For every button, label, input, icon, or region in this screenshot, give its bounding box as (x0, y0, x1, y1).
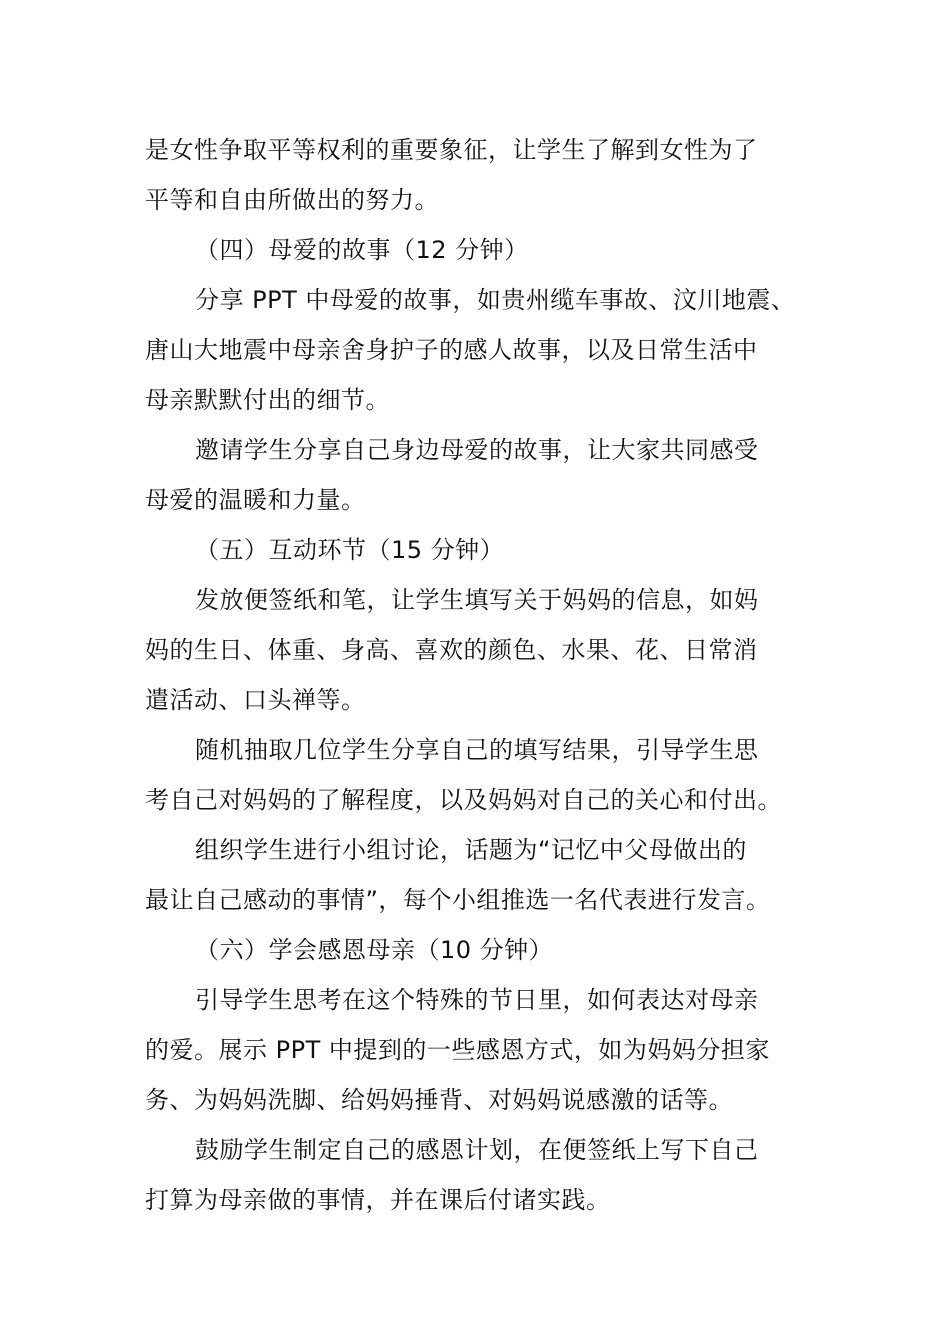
section-heading-4: （四）母爱的故事（12 分钟） (195, 236, 529, 264)
paragraph-line: 最让自己感动的事情”，每个小组推选一名代表进行发言。 (145, 886, 771, 914)
paragraph-line: 引导学生思考在这个特殊的节日里，如何表达对母亲 (195, 986, 759, 1014)
paragraph-line: 打算为母亲做的事情，并在课后付诸实践。 (145, 1186, 611, 1214)
paragraph-line: 唐山大地震中母亲舍身护子的感人故事，以及日常生活中 (145, 336, 758, 364)
paragraph-line: 随机抽取几位学生分享自己的填写结果，引导学生思 (195, 736, 759, 764)
section-heading-6: （六）学会感恩母亲（10 分钟） (195, 936, 554, 964)
paragraph-line: 发放便签纸和笔，让学生填写关于妈妈的信息，如妈 (195, 586, 759, 614)
paragraph-line: 组织学生进行小组讨论，话题为“记忆中父母做出的 (195, 836, 747, 864)
paragraph-line: 考自己对妈妈的了解程度，以及妈妈对自己的关心和付出。 (145, 786, 782, 814)
paragraph-line: 母爱的温暖和力量。 (145, 486, 366, 514)
paragraph-line: 的爱。展示 PPT 中提到的一些感恩方式，如为妈妈分担家 (145, 1036, 770, 1064)
paragraph-line: 邀请学生分享自己身边母爱的故事，让大家共同感受 (195, 436, 759, 464)
paragraph-line: 分享 PPT 中母爱的故事，如贵州缆车事故、汶川地震、 (195, 286, 796, 314)
paragraph-line: 妈的生日、体重、身高、喜欢的颜色、水果、花、日常消 (145, 636, 758, 664)
paragraph-line: 是女性争取平等权利的重要象征，让学生了解到女性为了 (145, 136, 758, 164)
paragraph-line: 平等和自由所做出的努力。 (145, 186, 439, 214)
paragraph-line: 务、为妈妈洗脚、给妈妈捶背、对妈妈说感激的话等。 (145, 1086, 733, 1114)
paragraph-line: 母亲默默付出的细节。 (145, 386, 390, 414)
paragraph-line: 遣活动、口头禅等。 (145, 686, 366, 714)
section-heading-5: （五）互动环节（15 分钟） (195, 536, 505, 564)
paragraph-line: 鼓励学生制定自己的感恩计划，在便签纸上写下自己 (195, 1136, 759, 1164)
